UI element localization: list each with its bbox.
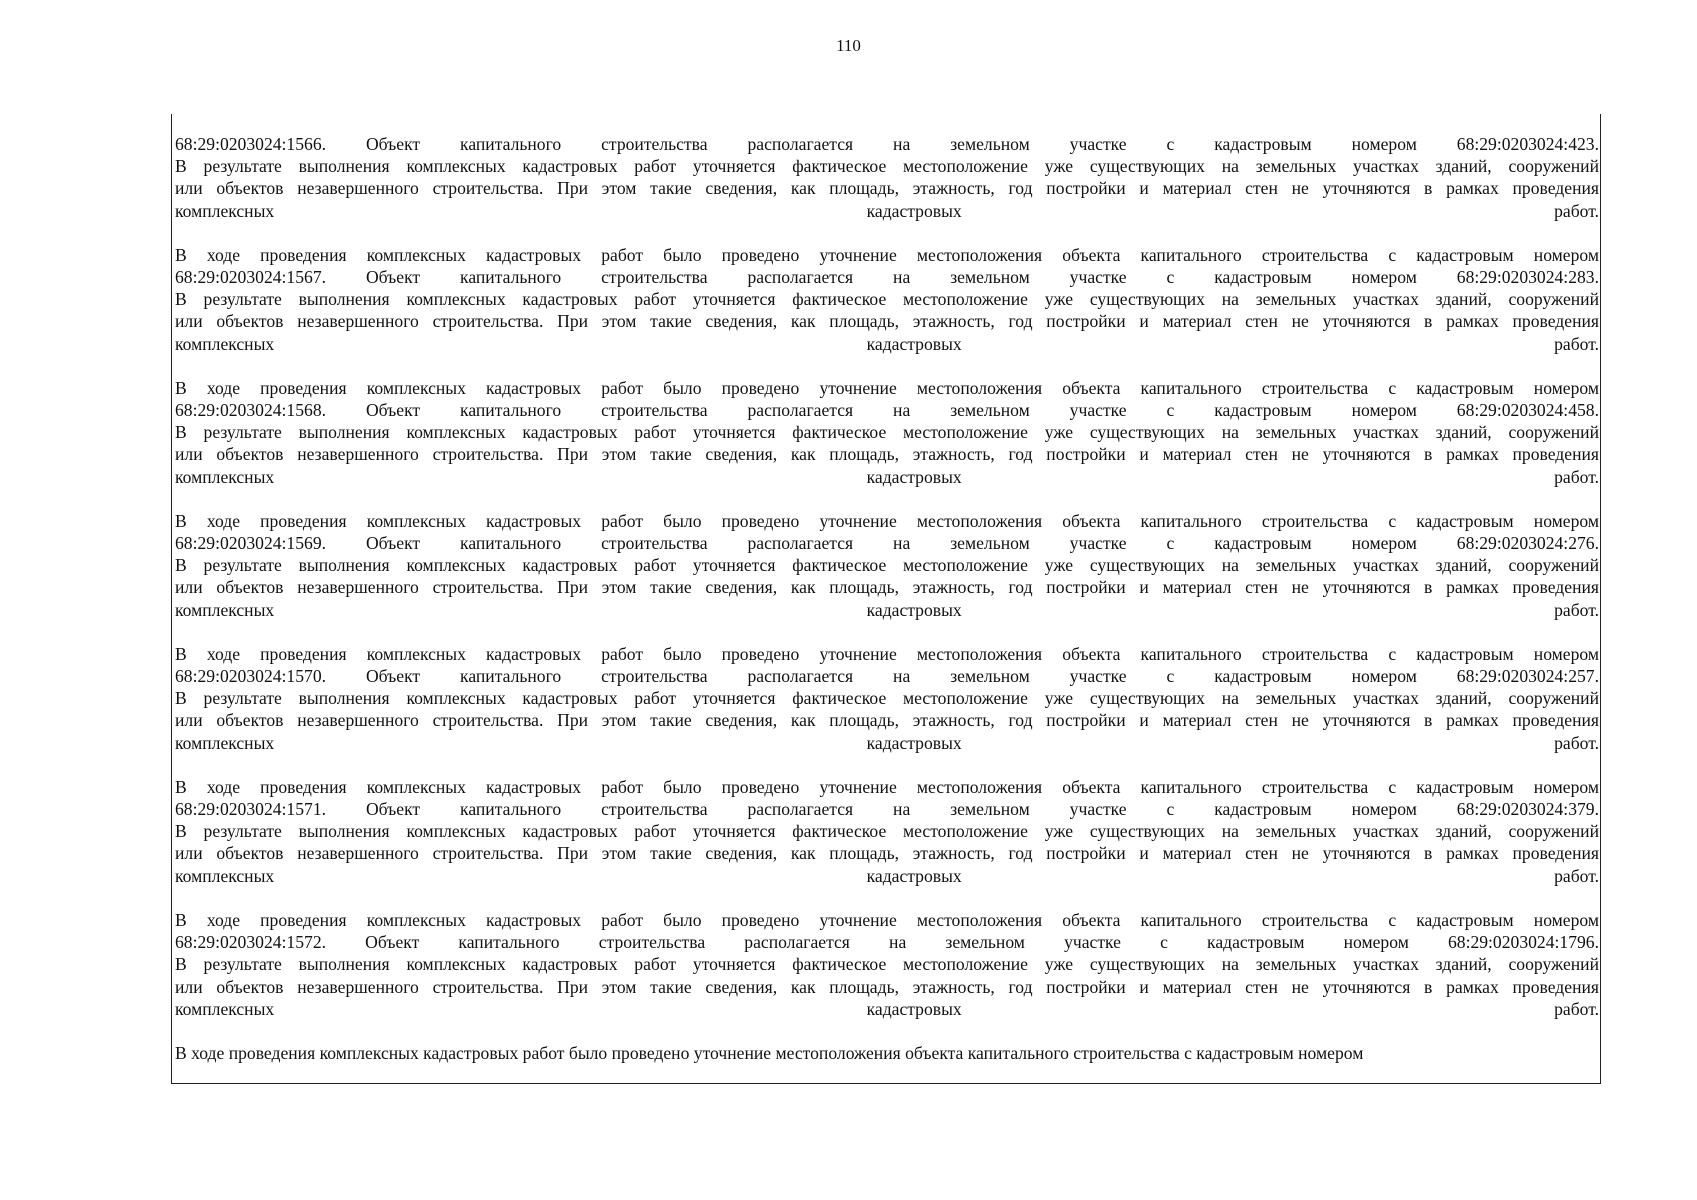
paragraph: [175, 643, 1599, 754]
paragraph-line: или объектов незавершенного строительства. При этом такие сведения, как площадь, этажность, год постройки и материал стен не уточняются в рамках проведения: [175, 311, 1599, 332]
paragraph-line: В результате выполнения комплексных кадастровых работ уточняется фактическое местоположение уже существующих на земельных участках зданий, сооружений: [175, 289, 1599, 310]
paragraph-line: 68:29:0203024:1566. Объект капитального строительства располагается на земельном участке с кадастровым номером 68:29:0203024:423.: [175, 134, 1599, 154]
text-frame: [171, 114, 1601, 1084]
paragraph-line: 68:29:0203024:1571. Объект капитального строительства располагается на земельном участке с кадастровым номером 68:29:0203024:379.: [175, 799, 1599, 820]
paragraph-line: комплексных кадастровых работ.: [175, 599, 1599, 620]
paragraph-line: В результате выполнения комплексных кадастровых работ уточняется фактическое местоположение уже существующих на земельных участках зданий, сооружений: [175, 156, 1599, 177]
paragraph: [175, 133, 1599, 222]
paragraph-line: комплексных кадастровых работ.: [175, 333, 1599, 354]
paragraph-line: 68:29:0203024:1569. Объект капитального строительства располагается на земельном участке с кадастровым номером 68:29:0203024:276.: [175, 533, 1599, 554]
paragraph-line: комплексных кадастровых работ.: [175, 865, 1599, 886]
paragraph-line: или объектов незавершенного строительства. При этом такие сведения, как площадь, этажность, год постройки и материал стен не уточняются в рамках проведения: [175, 178, 1599, 199]
paragraph-line: 68:29:0203024:1567. Объект капитального строительства располагается на земельном участке с кадастровым номером 68:29:0203024:283.: [175, 267, 1599, 288]
document-body: [175, 133, 1599, 1086]
paragraph-line: 68:29:0203024:1570. Объект капитального строительства располагается на земельном участке с кадастровым номером 68:29:0203024:257.: [175, 666, 1599, 687]
paragraph-line: комплексных кадастровых работ.: [175, 732, 1599, 753]
paragraph: [175, 377, 1599, 488]
paragraph-line: В результате выполнения комплексных кадастровых работ уточняется фактическое местоположение уже существующих на земельных участках зданий, сооружений: [175, 555, 1599, 576]
paragraph-line: В результате выполнения комплексных кадастровых работ уточняется фактическое местоположение уже существующих на земельных участках зданий, сооружений: [175, 422, 1599, 443]
paragraph-line: или объектов незавершенного строительства. При этом такие сведения, как площадь, этажность, год постройки и материал стен не уточняются в рамках проведения: [175, 976, 1599, 997]
paragraph-line: или объектов незавершенного строительства. При этом такие сведения, как площадь, этажность, год постройки и материал стен не уточняются в рамках проведения: [175, 843, 1599, 864]
paragraph-line: В ходе проведения комплексных кадастровых работ было проведено уточнение местоположения объекта капитального строительства с кадастровым номером: [175, 776, 1599, 797]
paragraph: [175, 776, 1599, 887]
paragraph-line: В ходе проведения комплексных кадастровых работ было проведено уточнение местоположения объекта капитального строительства с кадастровым номером: [175, 909, 1599, 930]
paragraph-line: В ходе проведения комплексных кадастровых работ было проведено уточнение местоположения объекта капитального строительства с кадастровым номером: [175, 510, 1599, 531]
paragraph-line: или объектов незавершенного строительства. При этом такие сведения, как площадь, этажность, год постройки и материал стен не уточняются в рамках проведения: [175, 444, 1599, 465]
paragraph-line: В результате выполнения комплексных кадастровых работ уточняется фактическое местоположение уже существующих на земельных участках зданий, сооружений: [175, 954, 1599, 975]
page-number: 110: [836, 36, 861, 55]
paragraph-line: В ходе проведения комплексных кадастровых работ было проведено уточнение местоположения объекта капитального строительства с кадастровым номером: [175, 244, 1599, 265]
paragraph-line: или объектов незавершенного строительства. При этом такие сведения, как площадь, этажность, год постройки и материал стен не уточняются в рамках проведения: [175, 577, 1599, 598]
paragraph-line: В результате выполнения комплексных кадастровых работ уточняется фактическое местоположение уже существующих на земельных участках зданий, сооружений: [175, 688, 1599, 709]
paragraph-line: комплексных кадастровых работ.: [175, 466, 1599, 487]
paragraph-line: комплексных кадастровых работ.: [175, 200, 1599, 221]
paragraph-line: 68:29:0203024:1572. Объект капитального строительства располагается на земельном участке с кадастровым номером 68:29:0203024:1796.: [175, 932, 1599, 953]
paragraph-line: В ходе проведения комплексных кадастровых работ было проведено уточнение местоположения объекта капитального строительства с кадастровым номером: [175, 1042, 1364, 1063]
paragraph: [175, 510, 1599, 621]
paragraph: [175, 1042, 1599, 1064]
paragraph: [175, 244, 1599, 355]
paragraph-line: 68:29:0203024:1568. Объект капитального строительства располагается на земельном участке с кадастровым номером 68:29:0203024:458.: [175, 400, 1599, 421]
paragraph-line: В результате выполнения комплексных кадастровых работ уточняется фактическое местоположение уже существующих на земельных участках зданий, сооружений: [175, 821, 1599, 842]
paragraph-line: В ходе проведения комплексных кадастровых работ было проведено уточнение местоположения объекта капитального строительства с кадастровым номером: [175, 643, 1599, 664]
paragraph-line: или объектов незавершенного строительства. При этом такие сведения, как площадь, этажность, год постройки и материал стен не уточняются в рамках проведения: [175, 710, 1599, 731]
paragraph: [175, 909, 1599, 1020]
paragraph-line: В ходе проведения комплексных кадастровых работ было проведено уточнение местоположения объекта капитального строительства с кадастровым номером: [175, 377, 1599, 398]
paragraph-line: комплексных кадастровых работ.: [175, 998, 1599, 1019]
